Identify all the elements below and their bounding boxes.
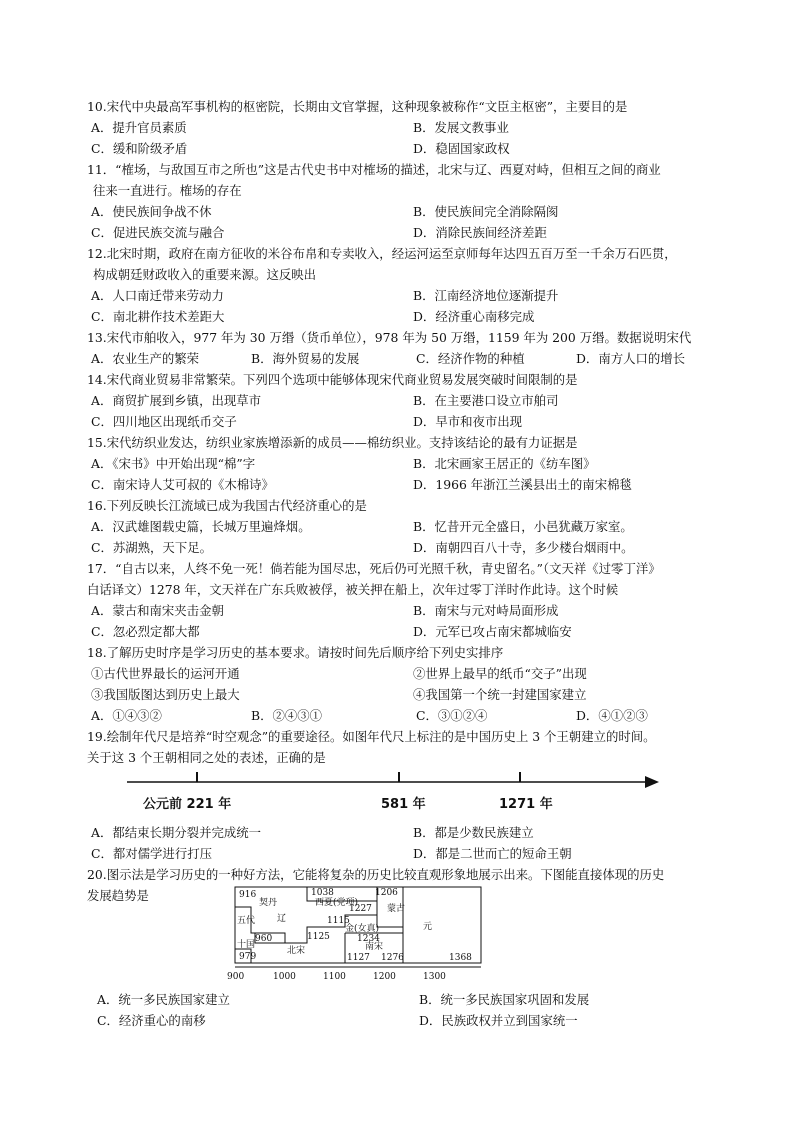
question-18	[87, 642, 727, 726]
option-d[interactable]: D．南方人口的增长	[576, 351, 686, 366]
option-d[interactable]: D．④①②③	[576, 708, 648, 723]
fact-item: ②世界上最早的纸币“交子”出现	[413, 666, 587, 681]
timeline-label: 581 年	[381, 797, 426, 812]
year-label: 979	[239, 952, 257, 962]
timeline-label: 公元前 221 年	[143, 797, 232, 812]
question-stem-line: 20.图示法是学习历史的一种好方法，它能将复杂的历史比较直观形象地展示出来。下图能直接体现的历史	[87, 867, 665, 882]
axis-tick-label: 900	[227, 972, 245, 982]
option-c[interactable]: C．促进民族交流与融合	[91, 225, 225, 240]
option-a[interactable]: A．商贸扩展到乡镇，出现草市	[91, 393, 262, 408]
year-label: 1125	[307, 932, 330, 942]
year-label: 1234	[357, 934, 380, 944]
option-a[interactable]: A．蒙古和南宋夹击金朝	[91, 603, 224, 618]
year-label: 1276	[381, 953, 404, 963]
option-c[interactable]: C．经济作物的种植	[416, 351, 525, 366]
question-stem-line: 白话译文）1278 年，文天祥在广东兵败被俘，被关押在船上，次年过零丁洋时作此诗。这个时候	[87, 582, 619, 597]
option-c[interactable]: C．③①②④	[416, 708, 488, 723]
dynasty-diagram-svg	[227, 885, 487, 983]
question-stem: 14.宋代商业贸易非常繁荣。下列四个选项中能够体现宋代商业贸易发展突破时间限制的是	[87, 372, 578, 387]
option-b[interactable]: B．南宋与元对峙局面形成	[413, 603, 559, 618]
option-b[interactable]: B．发展文教事业	[413, 120, 509, 135]
question-10	[87, 96, 727, 159]
question-stem-line: 发展趋势是	[87, 888, 149, 903]
timeline-figure	[87, 770, 727, 822]
question-19	[87, 726, 727, 864]
option-d[interactable]: D．消除民族间经济差距	[413, 225, 547, 240]
option-c[interactable]: C．四川地区出现纸币交子	[91, 414, 237, 429]
option-a[interactable]: A．《宋书》中开始出现“棉”字	[91, 456, 256, 471]
option-d[interactable]: D．都是二世而亡的短命王朝	[413, 846, 572, 861]
question-16	[87, 495, 727, 558]
option-b[interactable]: B．江南经济地位逐渐提升	[413, 288, 559, 303]
option-c[interactable]: C．经济重心的南移	[97, 1013, 206, 1028]
question-stem-line: 17．“自古以来，人终不免一死！倘若能为国尽忠，死后仍可光照千秋，青史留名。”（文天祥《过零丁洋》	[87, 561, 661, 576]
question-11	[87, 159, 727, 243]
option-d[interactable]: D．早市和夜市出现	[413, 414, 523, 429]
option-a[interactable]: A．提升官员素质	[91, 120, 187, 135]
dynasty-label: 契丹	[259, 898, 278, 908]
option-d[interactable]: D．1966 年浙江兰溪县出土的南宋棉毯	[413, 477, 632, 492]
option-b[interactable]: B．都是少数民族建立	[413, 825, 534, 840]
year-label: 1115	[327, 916, 350, 926]
option-b[interactable]: B．海外贸易的发展	[251, 351, 360, 366]
question-stem-line: 关于这 3 个王朝相同之处的表述，正确的是	[87, 750, 326, 765]
question-stem: 13.宋代市舶收入，977 年为 30 万缗（货币单位），978 年为 50 万缗，1159 年为 200 万缗。数据说明宋代	[87, 330, 692, 345]
timeline-arrow	[645, 776, 659, 788]
question-stem: 18.了解历史时序是学习历史的基本要求。请按时间先后顺序给下列史实排序	[87, 645, 504, 660]
option-c[interactable]: C．苏湖熟，天下足。	[91, 540, 212, 555]
option-c[interactable]: C．南宋诗人艾可叔的《木棉诗》	[91, 477, 274, 492]
question-stem-line: 往来一直进行。榷场的存在	[93, 183, 242, 198]
dynasty-label: 元	[423, 922, 433, 932]
dynasty-label: 西夏(党项)	[315, 898, 359, 908]
dynasty-label: 辽	[277, 914, 287, 924]
question-stem-line: 11．“榷场，与敌国互市之所也”这是古代史书中对榷场的描述，北宋与辽、西夏对峙，但相互之间的商业	[87, 162, 661, 177]
option-b[interactable]: B．在主要港口设立市舶司	[413, 393, 559, 408]
question-stem-line: 19.绘制年代尺是培养“时空观念”的重要途径。如图年代尺上标注的是中国历史上 3 个王朝建立的时间。	[87, 729, 656, 744]
option-c[interactable]: C．缓和阶级矛盾	[91, 141, 188, 156]
option-a[interactable]: A．①④③②	[91, 708, 162, 723]
dynasty-label: 蒙古	[387, 904, 406, 914]
fact-item: ④我国第一个统一封建国家建立	[413, 687, 587, 702]
dynasty-label: 金(女真)	[345, 924, 380, 934]
dynasty-label: 五代	[237, 916, 256, 926]
question-15	[87, 432, 727, 495]
option-a[interactable]: A．农业生产的繁荣	[91, 351, 200, 366]
axis-tick-label: 1200	[373, 972, 396, 982]
question-stem: 15.宋代纺织业发达，纺织业家族增添新的成员——棉纺织业。支持该结论的最有力证据是	[87, 435, 578, 450]
question-13	[87, 327, 727, 369]
question-stem: 16.下列反映长江流域已成为我国古代经济重心的是	[87, 498, 367, 513]
year-label: 1227	[349, 904, 372, 914]
option-b[interactable]: B．②④③①	[251, 708, 323, 723]
option-a[interactable]: A．统一多民族国家建立	[97, 992, 230, 1007]
option-a[interactable]: A．汉武雄图载史篇，长城万里遍烽烟。	[91, 519, 311, 534]
option-d[interactable]: D．民族政权并立到国家统一	[419, 1013, 578, 1028]
option-c[interactable]: C．都对儒学进行打压	[91, 846, 212, 861]
question-17	[87, 558, 727, 642]
year-label: 1127	[347, 953, 370, 963]
year-label: 916	[239, 890, 257, 900]
option-b[interactable]: B．使民族间完全消除隔阂	[413, 204, 559, 219]
question-stem-line: 构成朝廷财政收入的重要来源。这反映出	[93, 267, 317, 282]
option-b[interactable]: B．忆昔开元全盛日，小邑犹藏万家室。	[413, 519, 633, 534]
exam-page	[87, 96, 727, 1031]
year-label: 960	[255, 934, 273, 944]
dynasty-label: 南宋	[365, 942, 384, 952]
option-d[interactable]: D．元军已攻占南宋都城临安	[413, 624, 572, 639]
option-b[interactable]: B．北宋画家王居正的《纺车图》	[413, 456, 596, 471]
dynasty-diagram	[87, 885, 727, 989]
question-stem: 10.宋代中央最高军事机构的枢密院，长期由文官掌握，这种现象被称作“文臣主枢密”，主要目的是	[87, 99, 628, 114]
option-a[interactable]: A．人口南迁带来劳动力	[91, 288, 224, 303]
question-14	[87, 369, 727, 432]
option-a[interactable]: A．使民族间争战不休	[91, 204, 212, 219]
axis-tick-label: 1000	[273, 972, 296, 982]
axis-tick-label: 1100	[323, 972, 346, 982]
option-d[interactable]: D．南朝四百八十寺，多少楼台烟雨中。	[413, 540, 634, 555]
option-d[interactable]: D．经济重心南移完成	[413, 309, 535, 324]
fact-item: ③我国版图达到历史上最大	[91, 687, 240, 702]
question-20	[87, 864, 727, 1031]
option-d[interactable]: D．稳固国家政权	[413, 141, 510, 156]
option-c[interactable]: C．南北耕作技术差距大	[91, 309, 225, 324]
option-b[interactable]: B．统一多民族国家巩固和发展	[419, 992, 590, 1007]
fact-item: ①古代世界最长的运河开通	[91, 666, 240, 681]
option-c[interactable]: C．忽必烈定都大都	[91, 624, 200, 639]
timeline-label: 1271 年	[499, 797, 553, 812]
dynasty-label: 十国	[237, 940, 256, 950]
dynasty-label: 北宋	[287, 946, 306, 956]
option-a[interactable]: A．都结束长期分裂并完成统一	[91, 825, 262, 840]
year-label: 1038	[311, 888, 334, 898]
year-label: 1206	[375, 888, 398, 898]
year-label: 1368	[449, 953, 472, 963]
question-stem-line: 12.北宋时期，政府在南方征收的米谷布帛和专卖收入，经运河运至京师每年达四五百万至一千余万石匹贯，	[87, 246, 677, 261]
question-12	[87, 243, 727, 327]
axis-tick-label: 1300	[423, 972, 446, 982]
